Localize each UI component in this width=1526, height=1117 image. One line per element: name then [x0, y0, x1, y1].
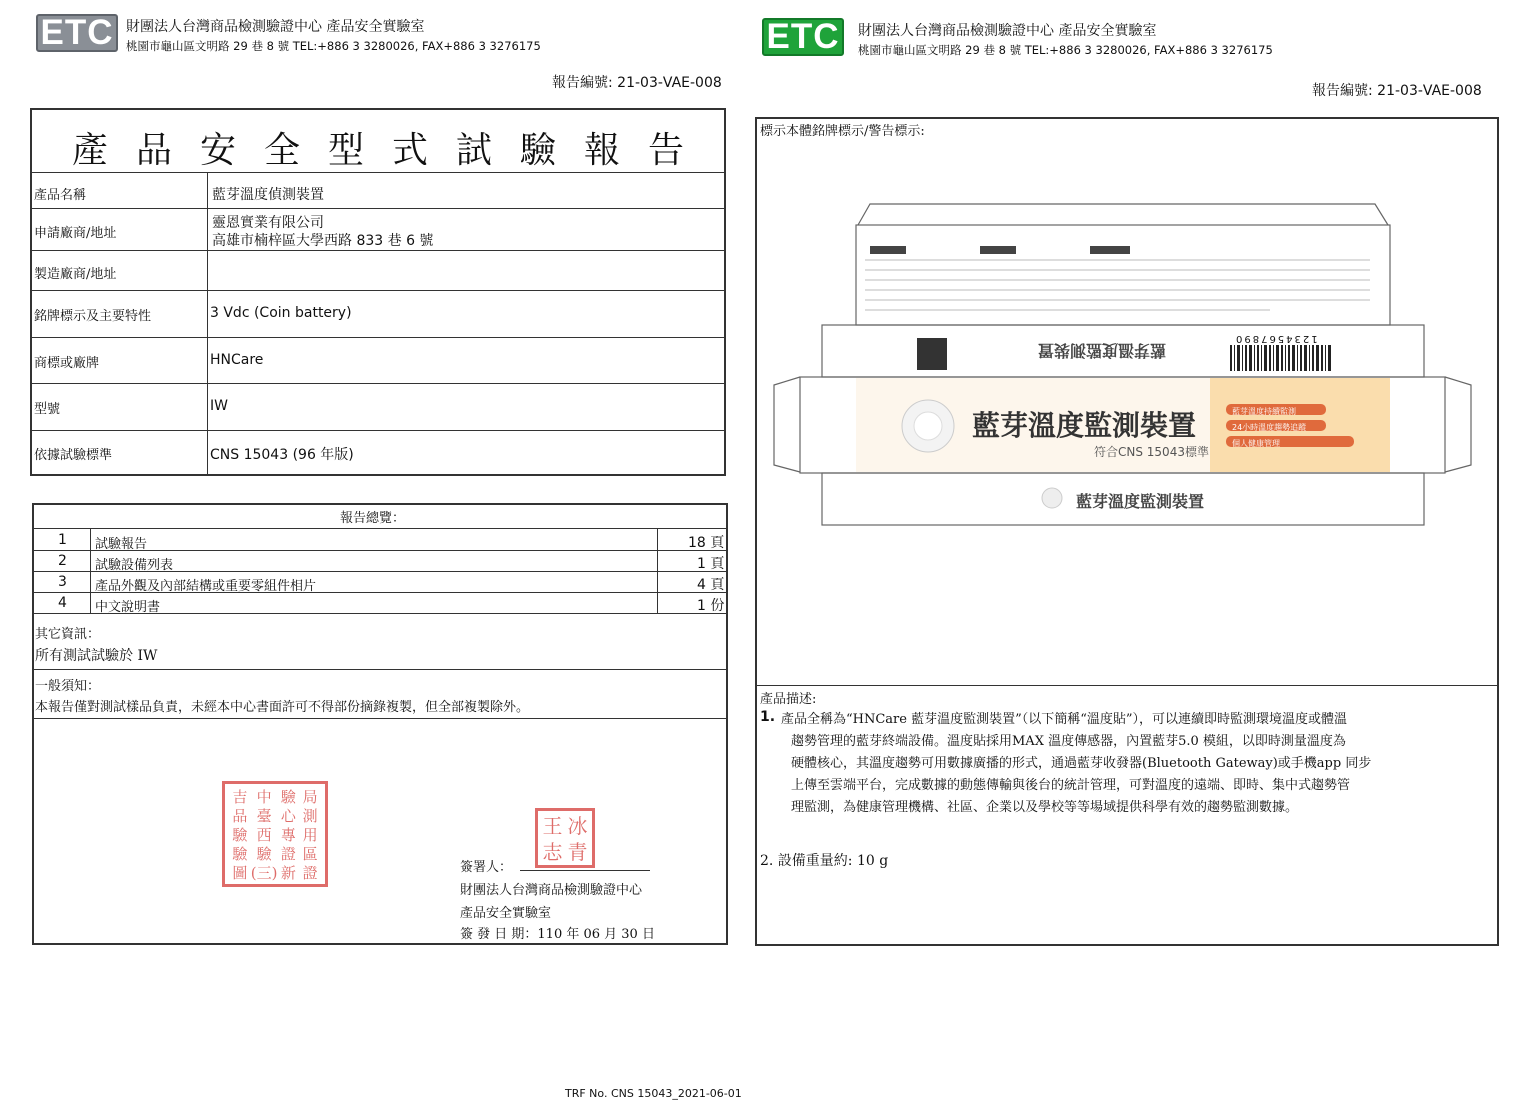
field-label: 申請廠商/地址 [34, 226, 117, 241]
field-value: 3 Vdc (Coin battery) [210, 305, 352, 321]
summary-item: 中文說明書 [95, 600, 161, 615]
field-value: CNS 15043 (96 年版) [210, 447, 354, 463]
report-number: 報告編號: 21-03-VAE-008 [1312, 83, 1482, 99]
field-label: 依據試驗標準 [34, 448, 113, 463]
desc-weight: 2. 設備重量約: 10 g [760, 853, 889, 869]
etc-logo: ETC [762, 18, 844, 56]
desc-line: 理監測，為健康管理機構、社區、企業以及學校等等場域提供科學有效的趨勢監測數據。 [791, 800, 1299, 815]
package-barcode-digits: 1234567890 [1234, 333, 1318, 344]
desc-label: 產品描述: [760, 692, 817, 707]
package-diagram [770, 200, 1475, 530]
issue-date: 簽 發 日 期：110 年 06 月 30 日 [460, 927, 655, 942]
field-label: 產品名稱 [34, 188, 87, 203]
signer-label: 簽署人： [460, 860, 513, 875]
summary-item: 產品外觀及內部結構或重要零組件相片 [95, 579, 317, 594]
summary-qty: 4 頁 [697, 577, 725, 593]
summary-qty: 1 頁 [697, 556, 725, 572]
desc-line: 硬體核心，其溫度趨勢可用數據廣播的形式，通過藍芽收發器(Bluetooth Gateway)或手機app 同步 [791, 756, 1372, 771]
field-value: 高雄市楠梓區大學西路 833 巷 6 號 [212, 233, 434, 249]
package-badge: 24小時溫度趨勢追蹤 [1232, 423, 1307, 432]
package-product-name-bottom: 藍芽溫度監測裝置 [1076, 492, 1205, 511]
summary-item: 試驗設備列表 [95, 558, 174, 573]
summary-no: 1 [58, 532, 67, 548]
package-product-name-flipped: 藍芽溫度監測裝置 [1038, 341, 1167, 360]
product-description [781, 709, 1496, 819]
summary-item: 試驗報告 [95, 537, 148, 552]
other-info-text: 所有測試試驗於 IW [35, 648, 158, 664]
field-value: 靈恩實業有限公司 [212, 215, 324, 231]
signer-seal: 王 冰 志 青 [535, 808, 595, 868]
field-label: 商標或廠牌 [34, 356, 100, 371]
summary-no: 4 [58, 595, 67, 611]
org-name: 財團法人台灣商品檢測驗證中心 產品安全實驗室 [126, 19, 425, 35]
org-name: 財團法人台灣商品檢測驗證中心 產品安全實驗室 [858, 23, 1157, 39]
desc-item-number: 1. [760, 709, 776, 725]
package-product-name: 藍芽溫度監測裝置 [972, 409, 1197, 442]
package-badge: 藍芽溫度持續監測 [1232, 407, 1296, 416]
notice-text: 本報告僅對測試樣品負責，未經本中心書面許可不得部份摘錄複製，但全部複製除外。 [35, 700, 530, 715]
notice-label: 一般須知： [35, 679, 101, 694]
summary-title: 報告總覽： [340, 511, 406, 526]
report-number: 報告編號: 21-03-VAE-008 [552, 75, 722, 91]
org-address: 桃園市龜山區文明路 29 巷 8 號 TEL:+886 3 3280026, FAX+886 3 3276175 [858, 43, 1273, 57]
summary-no: 2 [58, 553, 67, 569]
field-label: 銘牌標示及主要特性 [34, 309, 152, 324]
field-value: IW [210, 398, 228, 414]
package-badge: 個人健康管理 [1232, 439, 1280, 448]
field-label: 製造廠商/地址 [34, 267, 117, 282]
summary-qty: 18 頁 [688, 535, 725, 551]
summary-qty: 1 份 [697, 598, 725, 614]
field-label: 型號 [34, 402, 61, 417]
report-title: 產品安全型式試驗報告 [72, 130, 713, 171]
field-value: HNCare [210, 352, 264, 368]
field-value: 藍芽溫度偵測裝置 [212, 187, 324, 203]
desc-line: 上傳至雲端平台，完成數據的動態傳輸與後台的統計管理，可對溫度的遠端、即時、集中式趨勢管 [791, 778, 1351, 793]
marking-label: 標示本體銘牌標示/警告標示: [760, 124, 925, 139]
official-seal: 吉 中 驗 局 品 臺 心 測 驗 西 專 用 驗 驗 證 區 圖 (三) 新 證 [222, 781, 328, 887]
desc-line: 產品全稱為“HNCare 藍芽溫度監測裝置”（以下簡稱“溫度貼”），可以連續即時監測環境溫度或體溫 [781, 712, 1348, 727]
summary-no: 3 [58, 574, 67, 590]
footer-trf-no: TRF No. CNS 15043_2021-06-01 [565, 1087, 742, 1100]
other-info-label: 其它資訊： [35, 627, 101, 642]
org-address: 桃園市龜山區文明路 29 巷 8 號 TEL:+886 3 3280026, FAX+886 3 3276175 [126, 39, 541, 53]
etc-logo: ETC [36, 14, 118, 52]
signer-lab: 產品安全實驗室 [460, 906, 552, 921]
desc-line: 趨勢管理的藍芽終端設備。溫度貼採用MAX 溫度傳感器，內置藍芽5.0 模組，以即時測量溫度為 [791, 734, 1346, 749]
package-standard: 符合CNS 15043標準 [1094, 445, 1209, 459]
signer-org: 財團法人台灣商品檢測驗證中心 [460, 883, 643, 898]
